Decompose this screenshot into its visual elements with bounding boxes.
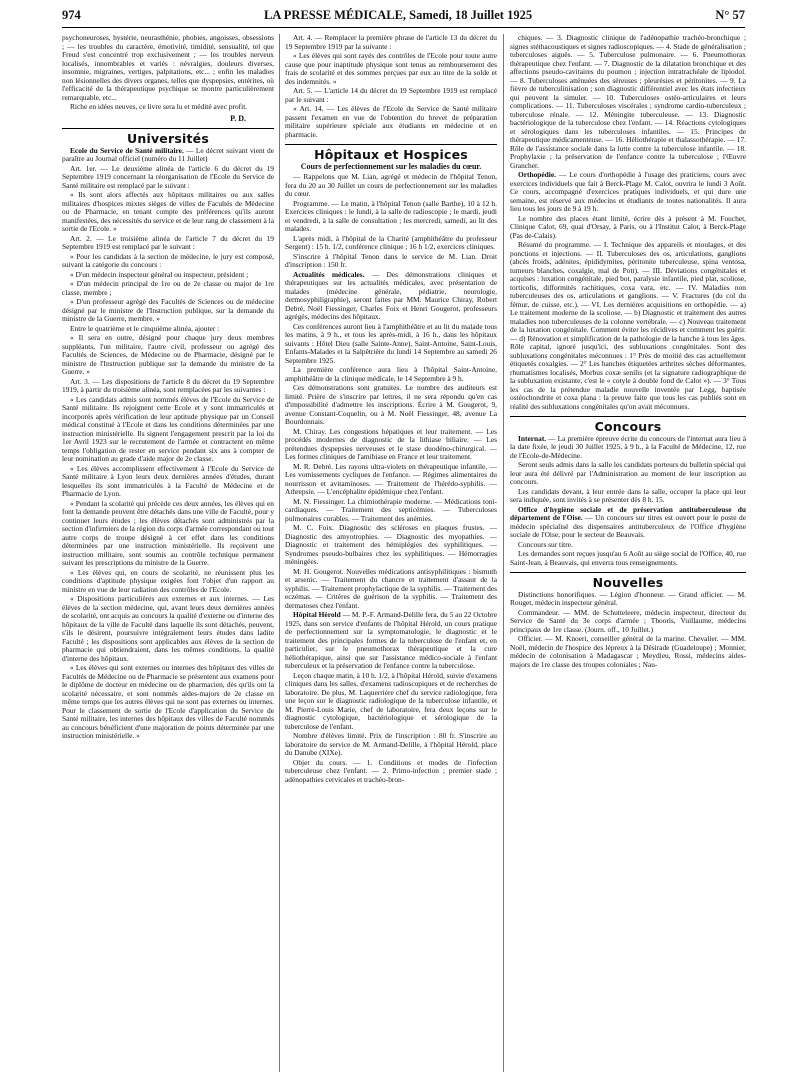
paragraph: Le nombre des places étant limité, écrire dès à présent à M. Fouchet, Clinique Calot, 69, quai d'Orsay, à Paris, ou à l'Institut Calot, à Berck-Plage (Pas de-Calais). (510, 213, 746, 240)
article-body (510, 541, 746, 568)
item-title: Office d'hygiène sociale et de préservation antituberculeuse du département de l'Oise. (510, 504, 746, 522)
paragraph: Nombre d'élèves limité. Prix de l'inscription : 80 fr. S'inscrire au laboratoire du service de M. Armand-Delille, à l'hôpital Hérold, place du Danube (XIXe). (285, 731, 497, 757)
section-separator (62, 128, 274, 129)
paragraph: Les candidats devant, à leur entrée dans la salle, occuper la place qui leur sera indiquée, sont invités à se présenter dès 8 h. 15. (510, 486, 746, 504)
paragraph: La première conférence aura lieu à l'hôpital Saint-Antoine, amphithéâtre de la clinique médicale, le 14 Septembre à 9 h. (285, 365, 497, 383)
article-body (510, 591, 746, 670)
paragraph: M. N. Fiessinger. La chimiothérapie moderne. — Médications toni-cardiaques. — Traitement des septicémies. — Tuberculoses pulmonaires curables. — Traitement des anémies. (285, 496, 497, 523)
paragraph: « Les élèves qui sont externes ou internes des hôpitaux des villes de Facultés de Médecine ou de Pharmacie se présentent aux examens pour le diplôme de docteur en médecine ou de pharmacien, dès qu'ils ont la scolarité nécessaire, et sont nommés aides-majors de 2e classe en même temps que les autres élèves qui ne sont pas externes ou internes. Pour le classement de sortie de l'Ecole d'application du Service de Santé militaire, les internes des hôpitaux des villes de Faculté nommés au concours bénéficient d'une majoration de points déterminée par une instruction ministérielle. » (62, 663, 274, 740)
page-number: 974 (62, 7, 81, 22)
paragraph: — Rappelons que M. Lian, agrégé et médecin de l'hôpital Tenon, fera du 20 au 30 Juillet un cours de perfectionnement sur les maladies du cœur. (285, 172, 497, 198)
article-body (285, 672, 497, 785)
article-body (510, 215, 746, 412)
paragraph: L'après midi, à l'hôpital de la Charité (amphithéâtre du professeur Sergent) : 15 h. 1/2, conférence clinique ; 16 h 1/2, exercices cliniques. (285, 233, 497, 251)
item-title: Internat. (518, 433, 547, 443)
article-body (285, 173, 497, 270)
paragraph: Office d'hygiène sociale et de préservation antituberculeuse du département de l'Oise. — Un concours sur titres est ouvert pour le poste de médecin spécialisé des dispensaires antituberculeux de l'Office d'hygiène sociale de l'Oise, pour le secteur de Beauvais. (510, 504, 746, 539)
signature: P. D. (230, 113, 246, 123)
paragraph: Seront seuls admis dans la salle les candidats porteurs du bulletin spécial qui leur aura été délivré par l'Administration au moment de leur inscription au concours. (510, 460, 746, 486)
paragraph: « Les candidats admis sont nommés élèves de l'Ecole du Service de Santé militaire. Ils rejoignent cette Ecole et y sont immatriculés et incorporés après vérification de leur aptitude physique par un Conseil médical constitué à l'Ecole et dans les conditions déterminées par une instruction ministérielle. Ils signent l'engagement prescrit par la loi du 1er Avril 1923 sur le recrutement de l'armée et contractent en même temps l'obligation de rester en service pendant six ans à compter de leur nomination au grade d'aide major de 2e classe. (62, 394, 274, 463)
paragraph: Hôpital Hérold — M. P.-F. Armand-Delille fera, du 5 au 22 Octobre 1925, dans son service d'enfants de l'hôpital Hérold, un cours pratique de perfectionnement sur la symptomatologie, le diagnostic et le traitement des principales formes de la tuberculose de l'enfant et, en particulier, sur le pneumothorax thérapeutique et la cure héliothérapique, ainsi que sur l'assistance médico-sociale à l'enfant tuberculeux et la préservation de l'enfance contre la tuberculose. (285, 610, 497, 670)
article-body (62, 165, 274, 741)
paragraph: « Les élèves qui sont rayés des contrôles de l'Ecole pour toute autre cause que pour inaptitude physique sont tenus au remboursement des frais de scolarité et des sommes perçues par eux au titre de la solde et des indemnités. » (285, 51, 497, 86)
column-1 (62, 34, 274, 1072)
paragraph: chiques. — 3. Diagnostic clinique de l'adénopathie trachéo-bronchique ; signes stéthacoustiques et signes radioscopiques. — 4. Stade de généralisation ; tuberculoses aiguës. — 5. Tuberculose pulmonaire. — 6. Pneumothorax thérapeutique chez l'enfant. — 7. Diagnostic de la dilatation bronchique et des affections pseudo-cavitaires du poumon ; injection intratrachéale de lipiodol. — 8. Tuberculoses atténuées des séreuses ; pleurésies et péritonites. — 9. La fièvre de tuberculinisation ; son diagnostic différentiel avec les états infectieux qui peuvent la simuler. — 10. Tuberculoses ostéo-articulaires et leurs complications. — 11. Tuberculoses viscérales ; syndrome cardio-tuberculeux ; tuberculose rénale. — 12. Méningite tuberculeuse. — 13. Diagnostic bactériologique de la tuberculose chez l'enfant. — 14. Réactions cytologiques et sérologiques dans les tuberculoses infantiles. — 15. Principes de thérapeutique médicamenteuse. — 16. Héliothérapie et thalassothérapie. — 17. Rôle de l'assistance sociale dans la lutte contre la tuberculose infantile. — 18. Prophylaxie ; la préservation de l'enfance contre la tuberculose ; l'Œuvre Grancher. (510, 34, 746, 170)
paragraph: « Pour les candidats à la section de médecine, le jury est composé, suivant la catégorie du concours : (62, 251, 274, 269)
paragraph: Résumé du programme. — I. Technique des appareils et moulages, et des ponctions et injections. — II. Tuberculoses des os, articulations, ganglions (abcès froids, adénites, épididymites, péritonite tuberculeuse, spina ventosa, tumeurs blanches, coxalgie, mal de Pott). — III. Déviations congénitales et acquises : luxation congénitale, pied bot, paralysie infantile, pied plat, scoliose, torticolis, difformités rachitiques, coxa vara, etc. — IV. Maladies non tuberculeuses des os, articulations et ganglions. — V. Fractures (du col du fémur, de cuisse, etc.). — VI. Les dernières acquisitions en orthopédie. — a) Le traitement moderne de la scoliose. — b) Diagnostic et traitement des autres maladies non tuberculeuses de la colonne vertébrale. — c) Nouveau traitement de la luxation congénitale. Comment éviter les récidives et comment les guérir. — d) Rénovation et simplification de la pathologie de la hanche à tous les âges. Rôle capital, ignoré jusqu'ici, des subluxations congénitales. Sont des subluxations congénitales méconnues : 1° Près de moitié des cas actuellement étiquetés coxalgies. — 2° Les hanches étiquetées arthrites sèches déformantes, rhumatismes localisés, Morbus coxæ senilis (et la signature radiographique de la subluxation existante, c'est le « cotyle à double fond de Calot »). — 3° Tous les cas de la prétendue maladie nouvelle inventée par Legg, baptisée ostéochondrite et coxa plana : la preuve faite que tous les cas publiés sont en réalité des subluxations congénitales qu'on avait méconnues. (510, 240, 746, 411)
paragraph: S'inscrire à l'hôpital Tenon dans le service de M. Lian. Droit d'inscription : 150 fr. (285, 251, 497, 269)
paragraph: Objet du cours. — 1. Conditions et modes de l'infection tuberculeuse chez l'enfant. — 2. Primo-infection ; premier stade ; adénopathies cervicales et trachéo-bron- (285, 757, 497, 784)
paragraph: Art. 1er. — Le deuxième alinéa de l'article 6 du décret du 19 Septembre 1919 concernant la réorganisation de l'Ecole du Service de Santé militaire est remplacé par le suivant : (62, 163, 274, 190)
paragraph: Ecole du Service de Santé militaire. — Le décret suivant vient de paraître au Journal officiel (numéro du 11 Juillet) (62, 145, 274, 163)
paragraph: Entre le quatrième et le cinquième alinéa, ajouter : (70, 323, 220, 333)
article-body (510, 461, 746, 505)
column-divider (503, 34, 504, 1072)
paragraph: Programme. — Le matin, à l'hôpital Tenon (salle Barthe), 10 à 12 h. Exercices cliniques : le lundi, à la salle de radioscopie ; le mardi, jeudi et vendredi, à la salle de consultation ; les mercredi, samedi, au lit des malades. (285, 198, 497, 233)
paragraph: Art. 2. — Le troisième alinéa de l'article 7 du décret du 19 Septembre 1919 est remplacé par le suivant : (62, 233, 274, 251)
paragraph: « Il sera en outre, désigné pour chaque jury deux membres suppléants, l'un militaire, l'autre civil, professeur ou agrégé des Facultés de Sciences, de Médecine ou de Pharmacie, désigné par le ministre de l'Instruction publique sur la demande du ministre de la Guerre. » (62, 333, 274, 376)
paragraph: Ces démonstrations sont gratuites. Le nombre des auditeurs est limité. Prière de s'inscrire par lettres, il ne sera répondu qu'en cas d'impossibilité d'admettre les inscriptions. Écrire à M. Gougerot, 9, avenue Constant-Coquelin, ou à M. Noël Fiessinger, 48, avenue La Bourdonnais. (285, 383, 497, 426)
article-body (285, 34, 497, 139)
paragraph: Internat. — La première épreuve écrite du concours de l'internat aura lieu à la date fixée, le jeudi 30 Juillet 1925, à 9 h., à la Faculté de Médecine, 12, rue de l'Ecole-de-Médecine. (510, 433, 746, 460)
paragraph: M. C. Foix. Diagnostic des scléroses en plaques frustes. — Diagnostic des amyotrophies. — Diagnostic des myopathies. — Diagnostic et traitement des hémiplégies des syphilitiques. — Syndromes pseudo-bulbaires chez les syphilitiques. — Hémorragies méningées. (285, 523, 497, 566)
paragraph: Les demandes sont reçues jusqu'au 6 Août au siège social de l'Office, 40, rue Saint-Jean, à Beauvais, qui enverra tous renseignements. (510, 549, 746, 567)
paragraph: Art. 5. — L'article 14 du décret du 19 Septembre 1919 est remplacé par le suivant : (285, 86, 497, 104)
paragraph: « Ils sont alors affectés aux hôpitaux militaires ou aux salles militaires d'hospices mixtes sièges de villes de Facultés de Médecine ou de Pharmacie, en tenant compte des préférences qu'ils auront manifestées, des nécessités du service et de leur rang de classement à la sortie de l'Ecole. » (62, 190, 274, 233)
paragraph: Officier. — M. Knoeri, conseiller général de la marine. Chevalier. — MM. Noël, médecin de l'hospice des lépreux à la Désirade (Guadeloupe) ; Monnier, médecin de colonisation à Madagascar ; Meydieu, Rossi, médecins aides-majors de 1re classe des troupes coloniales ; Nau- (510, 634, 746, 669)
paragraph: Actualités médicales. — Des démonstrations cliniques et thérapeutiques sur les actualités médicales, avec présentation de malades (médecine générale, pédiatrie, neurologie, dermosyphiligraphie), seront faites par MM. Maurice Chiray, Robert Debré, Noël Fiessinger, Charles Foix et Henri Gougerot, professeurs agrégés, médecins des hôpitaux. (285, 269, 497, 321)
paragraph: Leçon chaque matin, à 10 h. 1/2, à l'hôpital Hérold, suivie d'examens cliniques dans les salles, d'examens radioscopiques et de recherches de laboratoire. De plus, M. Laquerrière chef du service radiologique, fera une leçon sur le diagnostic radiologique de la tuberculose infantile, et M. Pierre-Louis Marie, chef de laboratoire, fera deux leçons sur le diagnostic cytologique, bactériologique et sérologique de la tuberculose de l'enfant. (285, 670, 497, 731)
paragraph: « Pendant la scolarité qui précède ces deux années, les élèves qui en font la demande peuvent être détachés dans une ville de Faculté, pour y continuer leurs études ; les élèves détachés sont administrés par la section d'infirmiers de la région du corps d'armée correspondant ou tout autre corps de troupe désigné à cet effet dans les conditions déterminées par une instruction ministérielle. Ils reçoivent une instruction militaire, sont soumis au contrôle technique permanent suivant les prescriptions du ministre de la Guerre. (62, 498, 274, 567)
paragraph: Commandeur. — MM. de Schutteleere, médecin inspecteur, directeur du Service de Santé du 3e corps d'armée ; Thooris, Vuillaume, médecins principaux de 1re classe. (Journ. off., 10 Juillet.) (510, 607, 746, 634)
header-rule (62, 27, 745, 28)
paragraph: « Les élèves accomplissent effectivement à l'Ecole du Service de Santé militaire à Lyon leurs deux dernières années d'études, durant lesquelles ils sont immatriculés à la Faculté de Médecine et de Pharmacie de Lyon. (62, 463, 274, 498)
page-header (62, 4, 745, 26)
journal-title: LA PRESSE MÉDICALE, Samedi, 18 Juillet 1925 (264, 7, 533, 22)
paragraph: Orthopédie. — Le cours d'orthopédie à l'usage des praticiens, cours avec exercices individuels que fait à Berck-Plage M. Calot, ouvrira le lundi 3 Août. Ce cours, accompagné d'exercices pratiques individuels, et qui dure une semaine, est réservé aux médecins et étudiants de toutes nationalités. Il aura lieu tous les jours de 9 à 19 h. (510, 170, 746, 213)
section-title-concours: Concours (594, 419, 662, 434)
item-title: Hôpital Hérold (293, 610, 341, 619)
paragraph: Art. 3. — Les dispositions de l'article 8 du décret du 19 Septembre 1919, à partir du troisième alinéa, sont remplacées par les suivantes : (62, 376, 274, 394)
paragraph: « Les élèves qui, en cours de scolarité, ne réunissent plus les conditions d'aptitude physique exigées font l'objet d'un rapport au ministre en vue de leur radiation des contrôles de l'Ecole. (62, 567, 274, 594)
paragraph: « D'un médecin inspecteur général ou inspecteur, président ; (70, 269, 249, 279)
paragraph: « D'un professeur agrégé des Facultés de Sciences ou de médecine désigné par le ministre de l'Instruction publique, sur la demande du ministre de la Guerre, membre. » (62, 297, 274, 323)
section-title-nouvelles: Nouvelles (592, 575, 664, 590)
section-separator (510, 572, 746, 573)
issue-number: N° 57 (715, 7, 745, 22)
paragraph: M. H. Gougerot. Nouvelles médications antisyphilitiques : bismuth et arsenic. — Traitement du chancre et traitement d'assaut de la syphilis. — Traitement prophylactique de la syphilis. — Traitement des eczémas. — Critères de guérison de la syphilis. — Traitement des dermatoses chez l'enfant. (285, 566, 497, 610)
paragraph: Concours sur titre. (518, 539, 573, 549)
paragraph: « Dispositions particulières aux externes et aux internes. — Les élèves de la section médecine, qui, avant leurs deux dernières années de scolarité, ont acquis au concours la qualité d'externe ou d'interne des hôpitaux de la ville de Faculté dans laquelle ils sont détachés, peuvent, s'ils le désirent, poursuivre intégralement leurs études dans ladite Faculté ; les dispositions sont applicables aux élèves de la section de pharmacie qui obtiendraient, dans les mêmes conditions, la qualité d'interne des hôpitaux. (62, 594, 274, 663)
item-title: Actualités médicales. (293, 269, 365, 279)
article-body (285, 323, 497, 611)
article-body (510, 34, 746, 170)
section-title-hopitaux: Hôpitaux et Hospices (314, 147, 468, 162)
paragraph: M. R. Debré. Les rayons ultra-violets en thérapeutique infantile. — Les vomissements cycliques de l'enfance. — Régimes alimentaires du nourrisson et avitaminoses. — Traitement de l'hérédo-syphilis. — Athrepsie. — L'encéphalite épidémique chez l'enfant. (285, 461, 497, 496)
paragraph: Distinctions honorifiques. — Légion d'honneur. — Grand officier. — M. Rouget, médecin inspecteur général. (510, 589, 746, 607)
paragraph: « Art. 14. — Les élèves de l'Ecole du Service de Santé militaire passent l'examen en vue de l'obtention du brevet de préparation militaire supérieure spéciale aux étudiants en médecine et en pharmacie. (285, 104, 497, 139)
item-title: Cours de perfectionnement sur les maladies du cœur. (300, 161, 482, 171)
paragraph: Ces conférences auront lieu à l'amphithéâtre et au lit du malade tous les matins, à 9 h., et tous les après-midi, à 16 h., dans les hôpitaux suivants : Hôtel Dieu (salle Sainte-Anne), Saint-Antoine, Saint-Louis, Enfants-Malades et la Salpêtrière du lundi 14 Septembre au samedi 26 Septembre 1925. (285, 321, 497, 365)
column-3 (510, 34, 746, 1072)
section-title-universites: Universités (127, 131, 209, 146)
section-separator (510, 416, 746, 417)
paragraph: Art. 4. — Remplacer la première phrase de l'article 13 du décret du 19 Septembre 1919 par la suivante : (285, 34, 497, 51)
paragraph: psychoneuroses, hystérie, neurasthénie, phobies, angoisses, obsessions ; — les troubles du caractère, émotivité, timidité, sensualité, tel que Freud s'est concentré trop exclusivement ; — les troubles nerveux localisés, innombrables et variés : névralgies, douleurs diverses, insomnie, migraines, vertiges, palpitations, etc... ; enfin les maladies non lésionnelles des divers organes, telles que dyspepsies, entérites, où l'efficacité de la thérapeutique psychique se montre particulièrement remarquable, etc... (62, 34, 274, 102)
paragraph: « D'un médecin principal de 1re ou de 2e classe ou major de 1re classe, membre ; (62, 279, 274, 297)
item-title: Ecole du Service de Santé militaire. (70, 145, 184, 155)
paragraph: M. Chiray. Les congestions hépatiques et leur traitement. — Les procédés modernes de diagnostic de la lithiase biliaire. — Les prétendues dyspepsies nerveuses et le stase duodéno-chirurgical. — Les formes cliniques de l'amibiase en France et leur traitement. (285, 426, 497, 461)
item-title: Orthopédie. (518, 170, 556, 179)
column-2 (285, 34, 497, 1072)
paragraph: Riche en idées neuves, ce livre sera lu et médité avec profit. (70, 102, 248, 111)
column-divider (279, 34, 280, 1072)
section-separator (285, 144, 497, 145)
